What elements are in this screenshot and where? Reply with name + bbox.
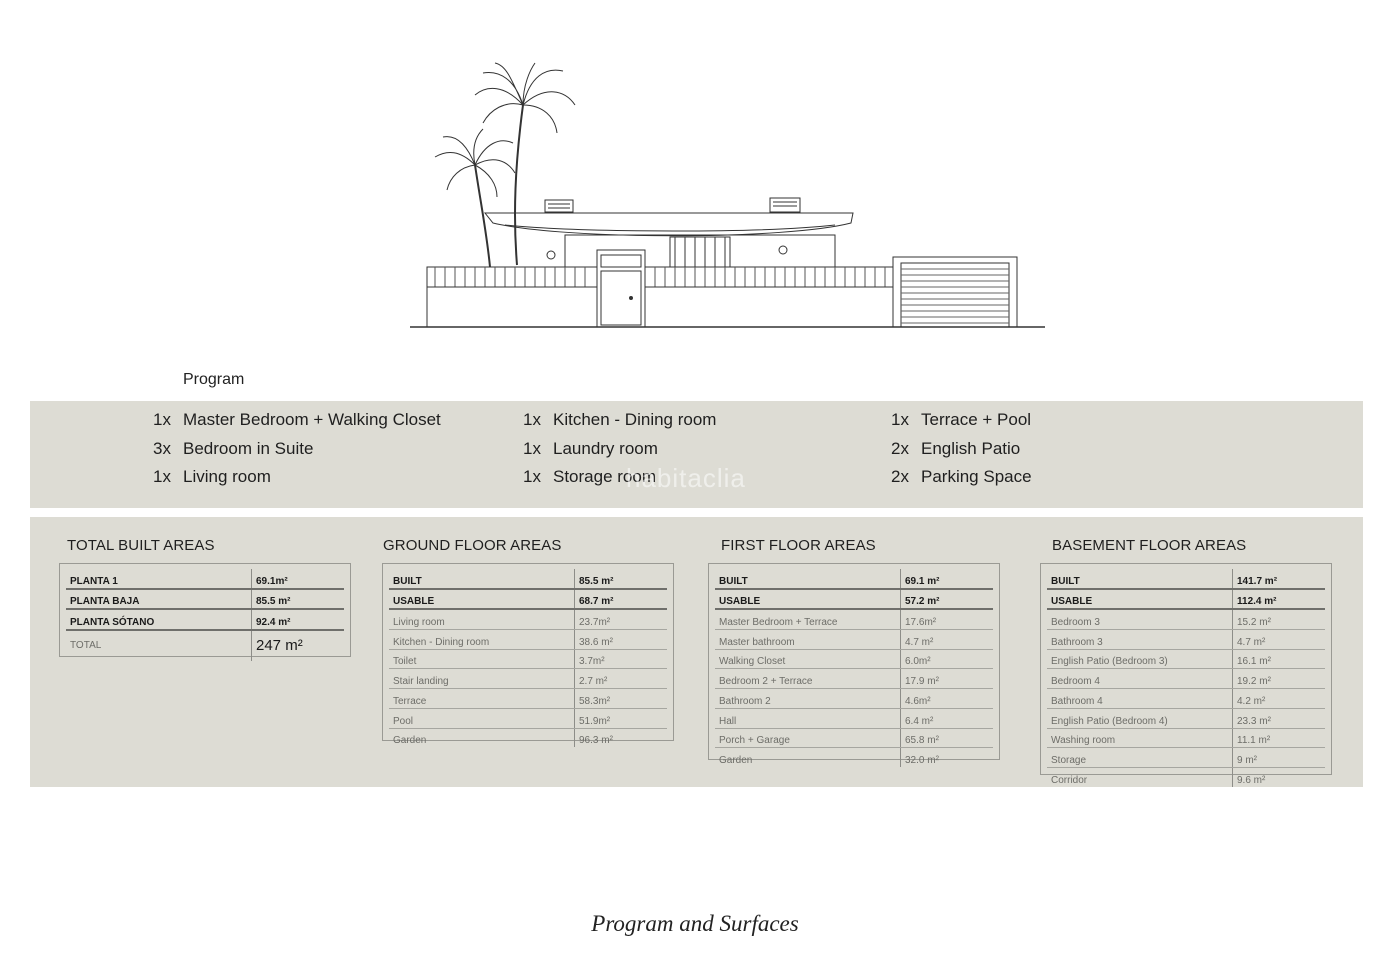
program-item: 1x Laundry room [523,438,658,458]
ground-floor-table [382,563,674,747]
area-label: BUILT [389,569,575,589]
area-row [1047,649,1325,669]
area-row [1047,630,1325,650]
area-value: 6.4 m² [901,708,994,728]
area-row [389,708,667,728]
area-label: Kitchen - Dining room [389,630,575,650]
area-value: 23.7m² [575,609,668,629]
palm-tree-short [435,129,515,267]
area-row [715,748,993,767]
area-row [1047,748,1325,768]
palm-tree-tall [475,63,575,265]
area-row [1047,589,1325,610]
first-floor-table [708,563,1000,766]
area-label: Bedroom 4 [1047,669,1233,689]
area-label: Porch + Garage [715,728,901,748]
area-value: 85.5 m² [575,569,668,589]
area-row [1047,708,1325,728]
area-value: 11.1 m² [1233,728,1326,748]
area-label: Walking Closet [715,649,901,669]
program-item: 1x Terrace + Pool [891,410,1032,429]
area-value: 4.6m² [901,689,994,709]
area-value: 85.5 m² [252,589,345,610]
area-label: BUILT [715,569,901,589]
area-value: 65.8 m² [901,728,994,748]
area-row [715,728,993,748]
total-label: TOTAL [70,640,102,652]
program-item: 1x Living room [153,467,271,487]
area-value: 57.2 m² [901,589,994,610]
program-item: 1x Storage room [523,467,656,487]
area-value: 69.1m² [252,569,345,589]
area-label: Bathroom 2 [715,689,901,709]
basement-floor-table [1040,563,1332,786]
area-value: 4.2 m² [1233,689,1326,709]
area-label: Bedroom 3 [1047,609,1233,629]
page-caption: Program and Surfaces [591,911,799,936]
area-row [715,649,993,669]
watermark: habitaclia [626,463,746,493]
first-floor-title: FIRST FLOOR AREAS [721,537,876,554]
area-value: 6.0m² [901,649,994,669]
program-item: 1x Kitchen - Dining room [523,410,717,429]
area-label: Bathroom 3 [1047,630,1233,650]
area-label: PLANTA BAJA [66,589,252,610]
area-value: 9 m² [1233,748,1326,768]
area-row [389,569,667,589]
area-row [1047,609,1325,629]
area-value: 4.7 m² [1233,630,1326,650]
area-value: 17.6m² [901,609,994,629]
area-value: 92.4 m² [252,609,345,630]
area-label: Garden [393,735,427,747]
total-areas-table [59,563,351,657]
total-areas-title: TOTAL BUILT AREAS [67,537,215,554]
area-row [1047,569,1325,589]
area-value: 23.3 m² [1233,708,1326,728]
area-label: PLANTA SÓTANO [66,609,252,630]
program-item: 3x Bedroom in Suite [153,438,314,458]
area-label: Hall [715,708,901,728]
area-value: 112.4 m² [1233,589,1326,610]
area-label: Garden [719,754,753,766]
area-value: 51.9m² [575,708,668,728]
area-row [389,649,667,669]
house-elevation-drawing [405,55,1050,340]
area-label: Terrace [389,689,575,709]
area-label: Bathroom 4 [1047,689,1233,709]
area-label: Pool [389,708,575,728]
area-label: Bedroom 2 + Terrace [715,669,901,689]
total-value: 247 m² [252,630,345,661]
area-value: 141.7 m² [1233,569,1326,589]
program-item: 2x English Patio [891,438,1021,458]
area-row [715,689,993,709]
area-label: USABLE [1047,589,1233,610]
area-label: Living room [389,609,575,629]
program-column-3 [891,410,1032,496]
area-label: Master Bedroom + Terrace [715,609,901,629]
area-row [1047,767,1325,786]
area-value: 58.3m² [575,689,668,709]
area-row [1047,669,1325,689]
area-value: 2.7 m² [575,669,668,689]
area-value: 17.9 m² [901,669,994,689]
area-row [715,630,993,650]
area-label: Storage [1047,748,1233,768]
ground-floor-title: GROUND FLOOR AREAS [383,537,562,554]
area-row [715,589,993,610]
area-label: Corridor [1051,774,1088,786]
area-row [715,708,993,728]
area-row [1047,689,1325,709]
area-row [715,569,993,589]
area-row [715,669,993,689]
area-value: 9.6 m² [1233,767,1326,786]
basement-floor-title: BASEMENT FLOOR AREAS [1052,537,1247,554]
program-item: 1x Master Bedroom + Walking Closet [153,410,441,429]
area-value: 96.3 m² [575,728,668,747]
area-row [389,689,667,709]
area-label: Washing room [1047,728,1233,748]
area-row [389,609,667,629]
area-value: 32.0 m² [901,748,994,767]
area-value: 38.6 m² [575,630,668,650]
program-item: 2x Parking Space [891,467,1032,487]
program-column-1 [153,410,441,496]
area-value: 16.1 m² [1233,649,1326,669]
area-label: USABLE [715,589,901,610]
area-label: Toilet [389,649,575,669]
area-label: Master bathroom [715,630,901,650]
area-row [1047,728,1325,748]
area-label: English Patio (Bedroom 3) [1047,649,1233,669]
area-label: BUILT [1047,569,1233,589]
area-value: 19.2 m² [1233,669,1326,689]
area-value: 69.1 m² [901,569,994,589]
area-value: 15.2 m² [1233,609,1326,629]
area-value: 68.7 m² [575,589,668,610]
area-label: USABLE [389,589,575,610]
area-label: Stair landing [389,669,575,689]
area-row [389,728,667,747]
area-value: 4.7 m² [901,630,994,650]
area-row [389,669,667,689]
area-row [715,609,993,629]
area-row [389,589,667,610]
area-label: English Patio (Bedroom 4) [1047,708,1233,728]
area-value: 3.7m² [575,649,668,669]
area-label: PLANTA 1 [66,569,252,589]
area-row [389,630,667,650]
program-title: Program [183,371,245,388]
